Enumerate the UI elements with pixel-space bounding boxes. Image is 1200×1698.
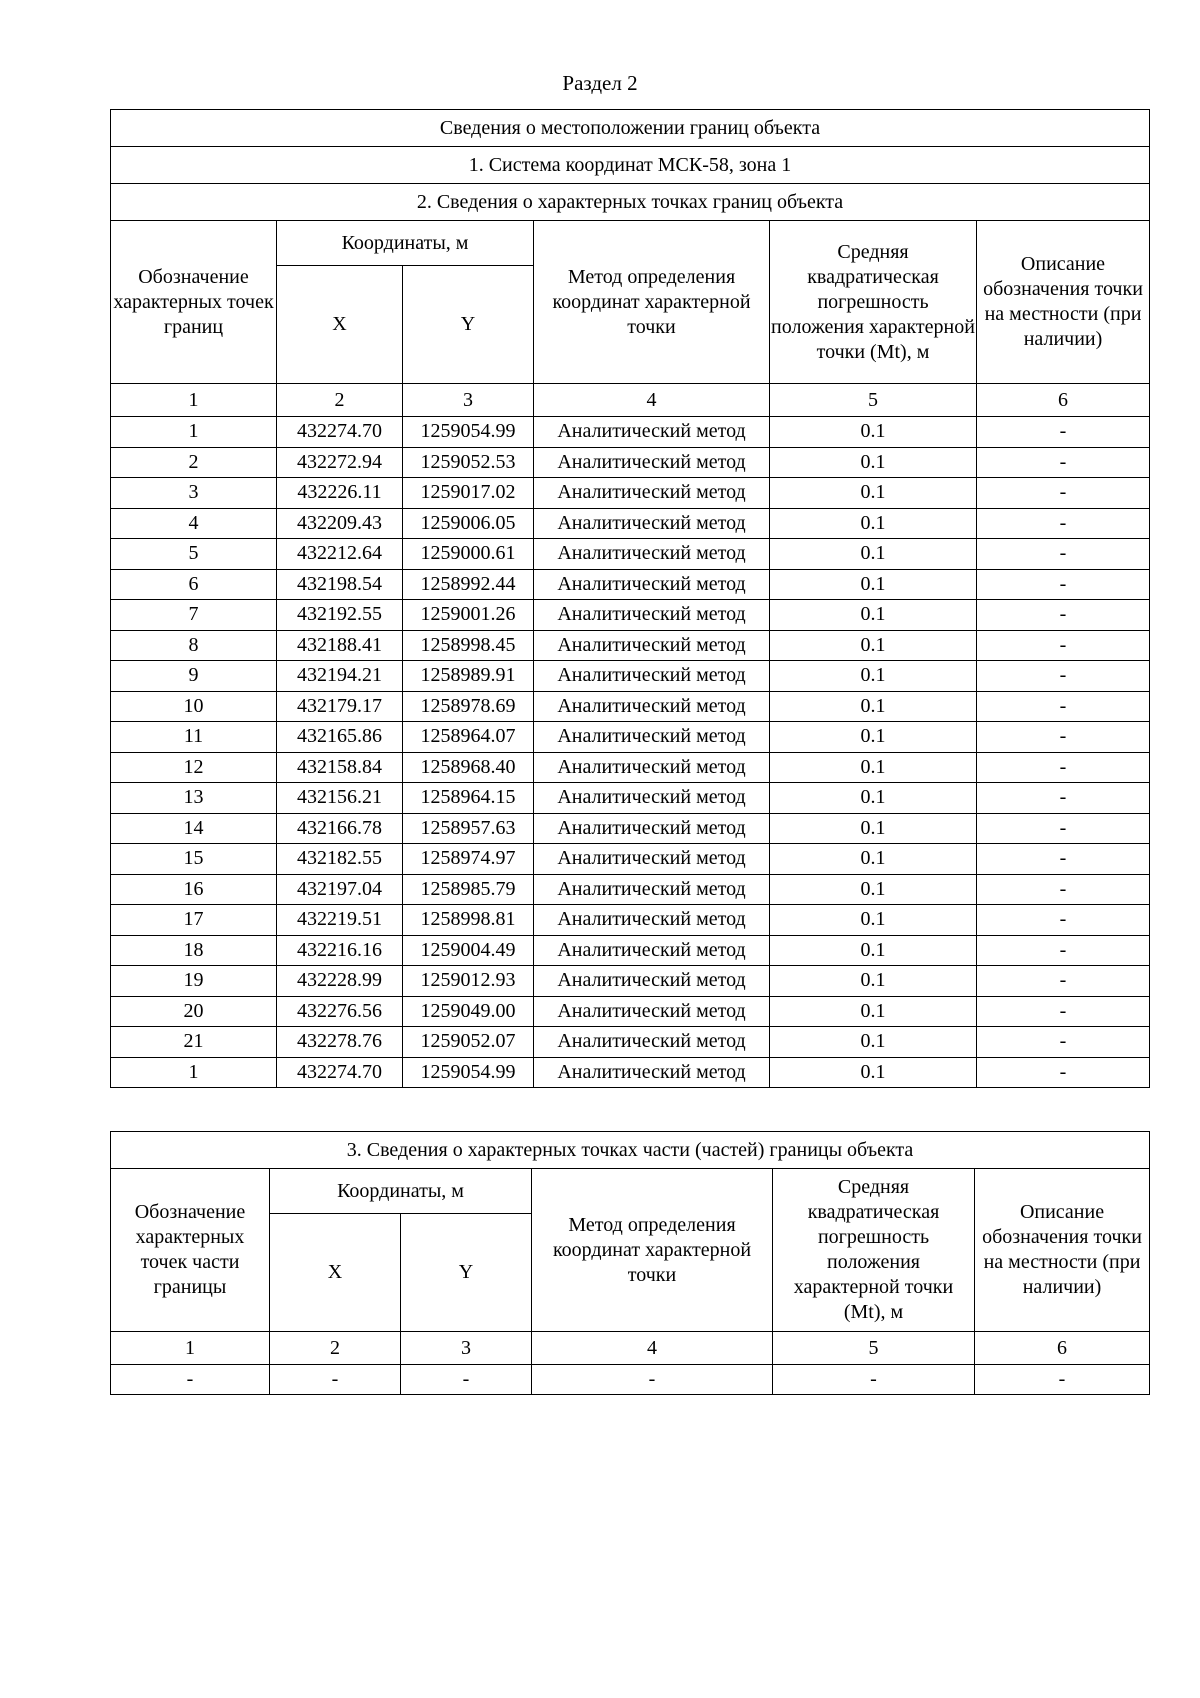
column-number: 4 xyxy=(534,384,770,417)
coord-y-cell: 1258968.40 xyxy=(403,752,534,783)
coord-y-cell: 1258985.79 xyxy=(403,874,534,905)
mt-error-cell: 0.1 xyxy=(770,783,977,814)
subsection-3-title: 3. Сведения о характерных точках части (частей) границы объекта xyxy=(111,1132,1150,1169)
table-row xyxy=(111,447,1150,478)
mt-error-cell: 0.1 xyxy=(770,539,977,570)
method-cell: Аналитический метод xyxy=(534,508,770,539)
coord-x-cell: 432194.21 xyxy=(277,661,403,692)
table-row xyxy=(111,1057,1150,1088)
column-number: 3 xyxy=(403,384,534,417)
description-cell: - xyxy=(977,569,1150,600)
method-cell: Аналитический метод xyxy=(534,722,770,753)
mt-error-cell: 0.1 xyxy=(770,813,977,844)
header-error: Средняя квадратическая погрешность положения характерной точки (Mt), м xyxy=(770,221,977,384)
header-description: Описание обозначения точки на местности (при наличии) xyxy=(977,221,1150,384)
header-y: Y xyxy=(403,266,534,384)
coord-y-cell: 1259001.26 xyxy=(403,600,534,631)
boundary-points-table xyxy=(110,109,1150,1088)
point-number-cell: 7 xyxy=(111,600,277,631)
coordinate-system: 1. Система координат МСК-58, зона 1 xyxy=(111,147,1150,184)
mt-error-cell: 0.1 xyxy=(770,844,977,875)
column-number: 6 xyxy=(977,384,1150,417)
point-number-cell: 8 xyxy=(111,630,277,661)
coord-x-cell: 432158.84 xyxy=(277,752,403,783)
description-cell: - xyxy=(977,600,1150,631)
description-cell: - xyxy=(977,417,1150,448)
coord-y-cell: 1259054.99 xyxy=(403,417,534,448)
coord-x-cell: 432278.76 xyxy=(277,1027,403,1058)
description-cell: - xyxy=(977,447,1150,478)
method-cell: Аналитический метод xyxy=(534,630,770,661)
point-number-cell: 9 xyxy=(111,661,277,692)
mt-error-cell: 0.1 xyxy=(770,996,977,1027)
table-row xyxy=(111,905,1150,936)
description-cell: - xyxy=(977,661,1150,692)
point-number-cell: 17 xyxy=(111,905,277,936)
mt-error-cell: 0.1 xyxy=(770,630,977,661)
mt-error-cell: 0.1 xyxy=(770,417,977,448)
table-row xyxy=(111,966,1150,997)
column-number: 1 xyxy=(111,1332,270,1365)
description-cell: - xyxy=(977,905,1150,936)
mt-error-cell: 0.1 xyxy=(770,661,977,692)
method-cell: Аналитический метод xyxy=(534,539,770,570)
coord-x-cell: 432182.55 xyxy=(277,844,403,875)
table-row xyxy=(111,844,1150,875)
description-cell: - xyxy=(977,783,1150,814)
coord-x-cell: 432272.94 xyxy=(277,447,403,478)
point-number-cell: 15 xyxy=(111,844,277,875)
method-cell: Аналитический метод xyxy=(534,874,770,905)
table-row xyxy=(111,691,1150,722)
coord-y-cell: 1258989.91 xyxy=(403,661,534,692)
point-number-cell: - xyxy=(111,1365,270,1395)
coord-y-cell: 1259012.93 xyxy=(403,966,534,997)
table-row xyxy=(111,417,1150,448)
header-method: Метод определения координат характерной точки xyxy=(534,221,770,384)
coord-x-cell: 432179.17 xyxy=(277,691,403,722)
part-header-error: Средняя квадратическая погрешность положения характерной точки (Mt), м xyxy=(773,1169,975,1332)
coord-x-cell: 432165.86 xyxy=(277,722,403,753)
method-cell: Аналитический метод xyxy=(534,935,770,966)
coord-x-cell: 432212.64 xyxy=(277,539,403,570)
mt-error-cell: 0.1 xyxy=(770,508,977,539)
column-number: 3 xyxy=(401,1332,532,1365)
coord-y-cell: 1259017.02 xyxy=(403,478,534,509)
point-number-cell: 5 xyxy=(111,539,277,570)
point-number-cell: 19 xyxy=(111,966,277,997)
table-row xyxy=(111,508,1150,539)
coord-y-cell: 1259004.49 xyxy=(403,935,534,966)
description-cell: - xyxy=(977,1057,1150,1088)
description-cell: - xyxy=(977,996,1150,1027)
coord-y-cell: 1259000.61 xyxy=(403,539,534,570)
coord-x-cell: 432197.04 xyxy=(277,874,403,905)
description-cell: - xyxy=(977,966,1150,997)
coord-y-cell: 1258992.44 xyxy=(403,569,534,600)
table-row xyxy=(111,722,1150,753)
mt-error-cell: 0.1 xyxy=(770,905,977,936)
column-number: 5 xyxy=(770,384,977,417)
table-row xyxy=(111,935,1150,966)
coord-x-cell: 432219.51 xyxy=(277,905,403,936)
point-number-cell: 11 xyxy=(111,722,277,753)
description-cell: - xyxy=(977,478,1150,509)
method-cell: - xyxy=(532,1365,773,1395)
coord-x-cell: 432156.21 xyxy=(277,783,403,814)
method-cell: Аналитический метод xyxy=(534,752,770,783)
method-cell: Аналитический метод xyxy=(534,996,770,1027)
mt-error-cell: 0.1 xyxy=(770,1027,977,1058)
coord-x-cell: 432188.41 xyxy=(277,630,403,661)
method-cell: Аналитический метод xyxy=(534,478,770,509)
method-cell: Аналитический метод xyxy=(534,1057,770,1088)
coord-y-cell: 1258998.81 xyxy=(403,905,534,936)
table-row xyxy=(111,569,1150,600)
method-cell: Аналитический метод xyxy=(534,905,770,936)
point-number-cell: 2 xyxy=(111,447,277,478)
point-number-cell: 20 xyxy=(111,996,277,1027)
coord-y-cell: 1258957.63 xyxy=(403,813,534,844)
table-row xyxy=(111,661,1150,692)
column-number: 2 xyxy=(270,1332,401,1365)
coord-y-cell: 1259049.00 xyxy=(403,996,534,1027)
coord-x-cell: 432166.78 xyxy=(277,813,403,844)
method-cell: Аналитический метод xyxy=(534,691,770,722)
header-coords: Координаты, м xyxy=(277,221,534,266)
column-number-row xyxy=(111,384,1150,417)
header-x: X xyxy=(277,266,403,384)
point-number-cell: 18 xyxy=(111,935,277,966)
coord-x-cell: 432216.16 xyxy=(277,935,403,966)
description-cell: - xyxy=(977,630,1150,661)
description-cell: - xyxy=(977,1027,1150,1058)
column-number: 1 xyxy=(111,384,277,417)
point-number-cell: 14 xyxy=(111,813,277,844)
mt-error-cell: 0.1 xyxy=(770,874,977,905)
table-row xyxy=(111,752,1150,783)
mt-error-cell: 0.1 xyxy=(770,752,977,783)
mt-error-cell: 0.1 xyxy=(770,691,977,722)
mt-error-cell: 0.1 xyxy=(770,935,977,966)
part-header-method: Метод определения координат характерной точки xyxy=(532,1169,773,1332)
method-cell: Аналитический метод xyxy=(534,569,770,600)
method-cell: Аналитический метод xyxy=(534,600,770,631)
point-number-cell: 16 xyxy=(111,874,277,905)
mt-error-cell: 0.1 xyxy=(770,722,977,753)
description-cell: - xyxy=(977,508,1150,539)
method-cell: Аналитический метод xyxy=(534,783,770,814)
table-row xyxy=(111,539,1150,570)
method-cell: Аналитический метод xyxy=(534,813,770,844)
column-number: 2 xyxy=(277,384,403,417)
point-number-cell: 3 xyxy=(111,478,277,509)
coord-y-cell: 1259052.53 xyxy=(403,447,534,478)
mt-error-cell: 0.1 xyxy=(770,966,977,997)
table-row xyxy=(111,630,1150,661)
method-cell: Аналитический метод xyxy=(534,1027,770,1058)
table-row xyxy=(111,600,1150,631)
coord-y-cell: 1259052.07 xyxy=(403,1027,534,1058)
point-number-cell: 4 xyxy=(111,508,277,539)
subsection-2-title: 2. Сведения о характерных точках границ объекта xyxy=(111,184,1150,221)
section-title: Раздел 2 xyxy=(562,71,638,95)
coord-x-cell: 432192.55 xyxy=(277,600,403,631)
part-header-designation: Обозначение характерных точек части границы xyxy=(111,1169,270,1332)
table-row xyxy=(111,1027,1150,1058)
method-cell: Аналитический метод xyxy=(534,417,770,448)
part-header-y: Y xyxy=(401,1214,532,1332)
coord-x-cell: 432274.70 xyxy=(277,1057,403,1088)
part-header-x: X xyxy=(270,1214,401,1332)
part-column-number-row xyxy=(111,1332,1150,1365)
method-cell: Аналитический метод xyxy=(534,661,770,692)
mt-error-cell: - xyxy=(773,1365,975,1395)
mt-error-cell: 0.1 xyxy=(770,447,977,478)
coord-x-cell: - xyxy=(270,1365,401,1395)
description-cell: - xyxy=(975,1365,1150,1395)
point-number-cell: 6 xyxy=(111,569,277,600)
table-title: Сведения о местоположении границ объекта xyxy=(111,110,1150,147)
description-cell: - xyxy=(977,539,1150,570)
description-cell: - xyxy=(977,844,1150,875)
table-row xyxy=(111,783,1150,814)
coord-y-cell: - xyxy=(401,1365,532,1395)
header-designation: Обозначение характерных точек границ xyxy=(111,221,277,384)
point-number-cell: 1 xyxy=(111,417,277,448)
column-number: 5 xyxy=(773,1332,975,1365)
part-header-description: Описание обозначения точки на местности (при наличии) xyxy=(975,1169,1150,1332)
coord-y-cell: 1258978.69 xyxy=(403,691,534,722)
method-cell: Аналитический метод xyxy=(534,447,770,478)
coord-x-cell: 432274.70 xyxy=(277,417,403,448)
coord-x-cell: 432209.43 xyxy=(277,508,403,539)
part-table-row xyxy=(111,1365,1150,1395)
point-number-cell: 1 xyxy=(111,1057,277,1088)
coord-y-cell: 1258964.07 xyxy=(403,722,534,753)
part-header-coords: Координаты, м xyxy=(270,1169,532,1214)
description-cell: - xyxy=(977,722,1150,753)
table-row xyxy=(111,813,1150,844)
mt-error-cell: 0.1 xyxy=(770,478,977,509)
coord-y-cell: 1258974.97 xyxy=(403,844,534,875)
method-cell: Аналитический метод xyxy=(534,966,770,997)
coord-x-cell: 432226.11 xyxy=(277,478,403,509)
coord-x-cell: 432228.99 xyxy=(277,966,403,997)
coord-y-cell: 1258998.45 xyxy=(403,630,534,661)
coord-y-cell: 1258964.15 xyxy=(403,783,534,814)
mt-error-cell: 0.1 xyxy=(770,1057,977,1088)
description-cell: - xyxy=(977,691,1150,722)
description-cell: - xyxy=(977,935,1150,966)
method-cell: Аналитический метод xyxy=(534,844,770,875)
point-number-cell: 21 xyxy=(111,1027,277,1058)
table-row xyxy=(111,996,1150,1027)
point-number-cell: 13 xyxy=(111,783,277,814)
point-number-cell: 10 xyxy=(111,691,277,722)
part-boundary-table xyxy=(110,1131,1150,1395)
mt-error-cell: 0.1 xyxy=(770,569,977,600)
description-cell: - xyxy=(977,874,1150,905)
description-cell: - xyxy=(977,813,1150,844)
coord-x-cell: 432276.56 xyxy=(277,996,403,1027)
point-number-cell: 12 xyxy=(111,752,277,783)
mt-error-cell: 0.1 xyxy=(770,600,977,631)
description-cell: - xyxy=(977,752,1150,783)
table-row xyxy=(111,874,1150,905)
column-number: 4 xyxy=(532,1332,773,1365)
coord-y-cell: 1259054.99 xyxy=(403,1057,534,1088)
coord-y-cell: 1259006.05 xyxy=(403,508,534,539)
coord-x-cell: 432198.54 xyxy=(277,569,403,600)
column-number: 6 xyxy=(975,1332,1150,1365)
table-row xyxy=(111,478,1150,509)
